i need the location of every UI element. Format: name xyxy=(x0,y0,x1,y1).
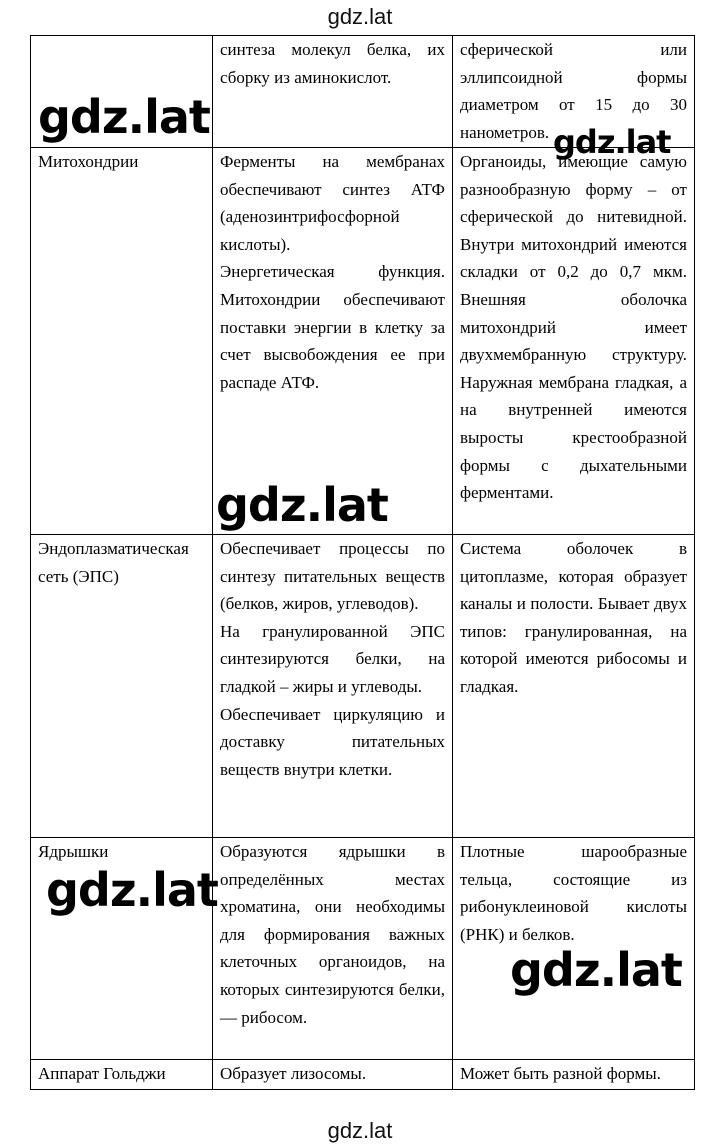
function-text: синтеза молекул белка, их сборку из аминокислот. xyxy=(220,40,445,87)
watermark-logo: gdz.lat xyxy=(216,478,388,532)
function-text: Энергетическая функция. Митохондрии обеспечивают поставки энергии в клетку за счет высвобождения ее при распаде АТФ. xyxy=(220,262,445,392)
footer-site-label: gdz.lat xyxy=(327,1118,393,1143)
organelle-table xyxy=(30,35,695,1090)
function-cell xyxy=(213,36,453,147)
structure-text: Органоиды, имеющие самую разнообразную форму – от сферической до нитевидной. Внутри митохондрий имеются складки от 0,2 до 0,7 мкм. Внешняя оболочка митохондрий имеет двухмембранную структуру. Наружная мембрана гладкая, а на внутренней имеются выросты крестообразной формы с дыхательными ферментами. xyxy=(460,152,687,503)
watermark-logo: gdz.lat xyxy=(46,863,218,917)
watermark-logo: gdz.lat xyxy=(510,943,682,997)
structure-text: Может быть разной формы. xyxy=(460,1064,661,1083)
table-row xyxy=(31,148,695,535)
function-text: Обеспечивает циркуляцию и доставку питательных веществ внутри клетки. xyxy=(220,704,445,779)
table-row xyxy=(31,1060,695,1090)
structure-cell xyxy=(453,148,695,534)
function-cell xyxy=(213,838,453,1059)
function-cell xyxy=(213,148,453,534)
structure-text: Система оболочек в цитоплазме, которая образует каналы и полости. Бывает двух типов: гранулированная, на которой имеются рибосомы и гладкая. xyxy=(460,539,687,696)
function-text: На гранулированной ЭПС синтезируются белки, на гладкой – жиры и углеводы. xyxy=(220,621,445,696)
function-text: Ферменты на мембранах обеспечивают синтез АТФ (аденозинтрифосфорной кислоты). xyxy=(220,152,445,254)
organelle-name-cell: Аппарат Гольджи xyxy=(31,1060,213,1089)
watermark-logo: gdz.lat xyxy=(553,123,671,161)
function-cell xyxy=(213,1060,453,1089)
watermark-logo: gdz.lat xyxy=(38,90,210,144)
structure-text: сферической или эллипсоидной формы диаметром от 15 до 30 нанометров. xyxy=(460,40,687,142)
organelle-name-cell: Ядрышки xyxy=(31,838,213,1059)
structure-cell xyxy=(453,1060,695,1089)
function-text: Образуются ядрышки в определённых местах хроматина, они необходимы для формирования важных клеточных органоидов, на которых синтезируются белки, — рибосом. xyxy=(220,842,445,1027)
function-text: Образует лизосомы. xyxy=(220,1064,367,1083)
organelle-name-cell: Эндоплазматическая сеть (ЭПС) xyxy=(31,535,213,837)
structure-cell xyxy=(453,535,695,837)
table-row xyxy=(31,535,695,838)
function-cell xyxy=(213,535,453,837)
header-site-label: gdz.lat xyxy=(327,4,393,29)
structure-text: Плотные шарообразные тельца, состоящие из рибонуклеиновой кислоты (РНК) и белков. xyxy=(460,842,687,944)
organelle-name-cell: Митохондрии xyxy=(31,148,213,534)
function-text: Обеспечивает процессы по синтезу питательных веществ (белков, жиров, углеводов). xyxy=(220,539,445,614)
